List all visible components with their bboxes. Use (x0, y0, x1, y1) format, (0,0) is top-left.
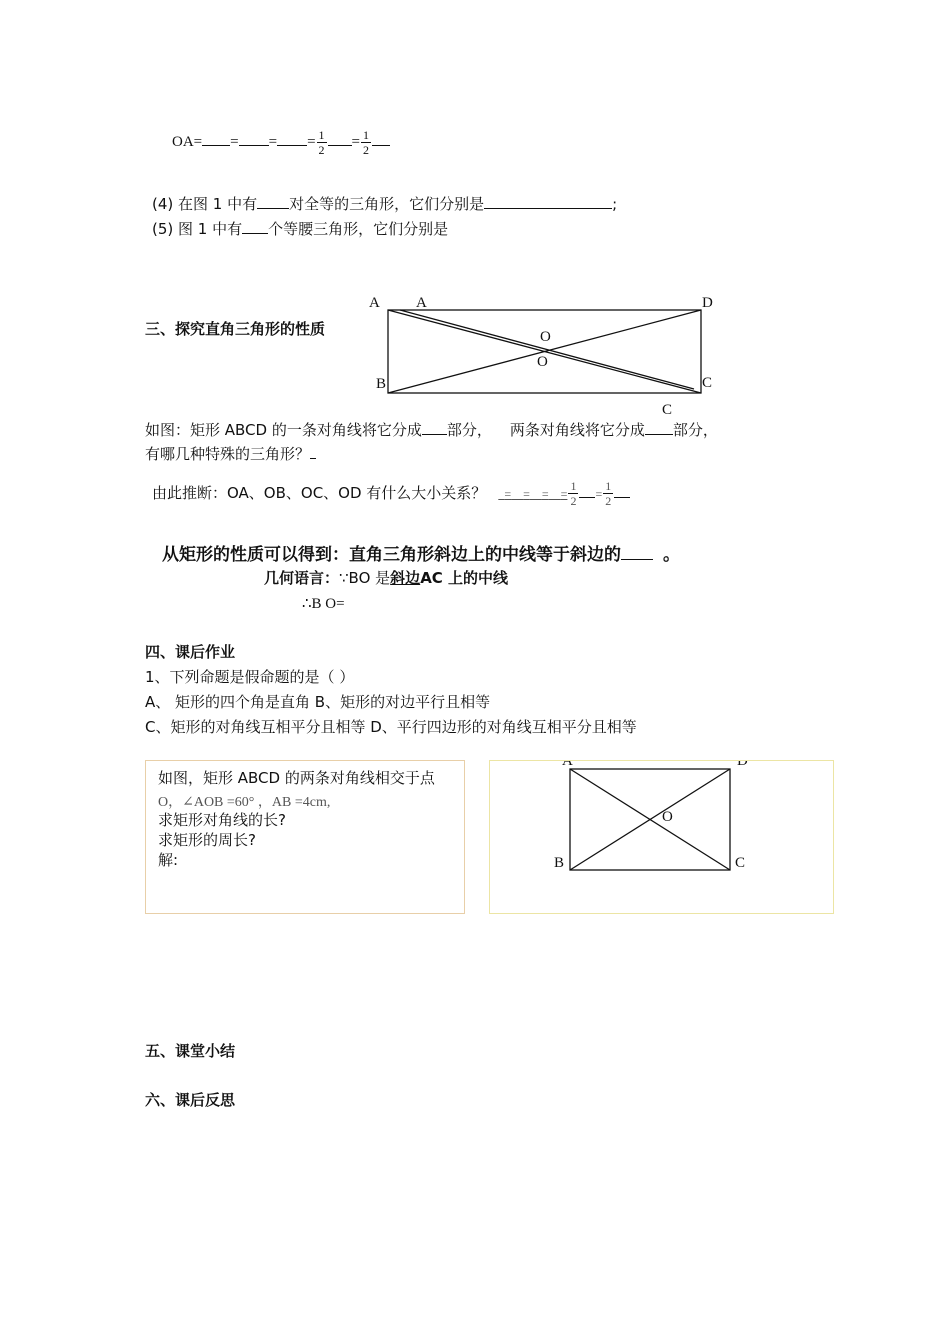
equals: = (230, 133, 239, 150)
fraction-numerator: 1 (570, 479, 577, 493)
problem-line: 求矩形对角线的长? (158, 811, 286, 829)
geometry-label: 几何语言： (264, 569, 340, 587)
paragraph-line-1 (145, 419, 718, 440)
diagonal-ac-offset (400, 310, 694, 389)
blank[interactable] (277, 130, 307, 146)
paragraph-line-2 (145, 443, 316, 464)
question-5-text: (5) 图 1 中有 (152, 220, 243, 238)
problem-line: 如图，矩形 ABCD 的两条对角线相交于点 (158, 769, 435, 787)
section-6-title: 六、课后反思 (145, 1091, 236, 1109)
paragraph-text: 部分， (446, 421, 492, 439)
equals: = (523, 487, 530, 501)
paragraph-text: 有哪几种特殊的三角形？ (145, 445, 311, 463)
blank[interactable] (328, 130, 352, 146)
question-5-text: 个等腰三角形，它们分别是 (268, 220, 449, 238)
equals: = (560, 487, 568, 501)
semicolon: ; (612, 195, 618, 213)
problem-box (145, 760, 465, 914)
question-5 (152, 218, 448, 239)
period: 。 (663, 545, 680, 565)
fraction-half (317, 128, 327, 157)
paragraph-text: 部分， (672, 421, 718, 439)
equals: = (595, 487, 603, 501)
fraction-numerator: 1 (318, 128, 325, 142)
label-c: C (702, 375, 713, 391)
blank[interactable] (242, 218, 268, 234)
label-d: D (737, 761, 748, 769)
fraction-denominator: 2 (570, 494, 577, 508)
question-1: 1、下列命题是假命题的是（ ） (145, 668, 355, 686)
fraction-numerator: 1 (605, 479, 612, 493)
problem-line: 求矩形的周长? (158, 831, 256, 849)
section-4-title: 四、课后作业 (145, 643, 236, 661)
conclusion (162, 540, 680, 565)
label-d: D (702, 295, 713, 311)
fraction-half (361, 128, 371, 157)
blank[interactable] (484, 193, 612, 209)
blank[interactable] (579, 482, 595, 498)
figure-1-rectangle (360, 288, 730, 420)
problem-line: O，∠AOB =60° ，AB =4cm, (158, 795, 331, 810)
blank[interactable] (257, 193, 289, 209)
label-b: B (554, 855, 565, 871)
geometry-therefore: ∴B O= (302, 596, 345, 612)
blank[interactable] (645, 419, 673, 435)
equals: = (504, 487, 512, 501)
inference-line (152, 479, 630, 508)
fraction-half (568, 479, 578, 508)
oa-equation (172, 128, 390, 157)
equals: = (307, 133, 316, 150)
hypotenuse-word: 斜边 (390, 569, 421, 587)
question-4-text: (4) 在图 1 中有 (152, 195, 258, 213)
oa-label: OA= (172, 133, 203, 150)
geometry-language (264, 567, 508, 588)
question-4-text: 对全等的三角形，它们分别是 (289, 195, 485, 213)
figure-2-rectangle (490, 761, 833, 913)
option-ab: A、 矩形的四个角是直角 B、矩形的对边平行且相等 (145, 693, 491, 711)
label-c: C (735, 855, 746, 871)
blank[interactable] (202, 130, 230, 146)
figure-2-box (489, 760, 834, 914)
equals: = (541, 487, 549, 501)
equals: = (268, 133, 278, 150)
geometry-because: ∵BO 是 (339, 569, 391, 587)
section-5-title: 五、课堂小结 (145, 1042, 236, 1060)
blank[interactable] (422, 419, 447, 435)
blank[interactable] (614, 482, 630, 498)
question-4 (152, 193, 617, 214)
problem-line: 解: (158, 851, 179, 869)
paragraph-text: 如图：矩形 ABCD 的一条对角线将它分成 (145, 421, 422, 439)
equality-chain (498, 487, 567, 501)
fraction-denominator: 2 (363, 143, 369, 157)
blank[interactable] (621, 541, 653, 560)
blank[interactable] (310, 443, 316, 459)
label-o: O (537, 354, 548, 370)
label-o: O (662, 809, 673, 825)
fraction-numerator: 1 (363, 128, 369, 142)
blank[interactable] (239, 130, 269, 146)
label-o: O (540, 329, 551, 345)
option-cd: C、矩形的对角线互相平分且相等 D、平行四边形的对角线互相平分且相等 (145, 718, 637, 736)
label-c: C (662, 402, 673, 418)
section-3-title: 三、探究直角三角形的性质 (145, 320, 326, 338)
inference-text: 由此推断：OA、OB、OC、OD 有什么大小关系？ (152, 484, 487, 502)
geometry-rest: AC 上的中线 (420, 569, 509, 587)
label-a: A (369, 295, 380, 311)
label-a: A (562, 761, 573, 769)
fraction-half (603, 479, 613, 508)
label-b: B (376, 376, 387, 392)
fraction-denominator: 2 (605, 494, 612, 508)
label-a: A (416, 295, 427, 311)
fraction-denominator: 2 (318, 143, 325, 157)
paragraph-text: 两条对角线将它分成 (509, 421, 645, 439)
equals: = (351, 133, 360, 150)
conclusion-text: 从矩形的性质可以得到：直角三角形斜边上的中线等于斜边的 (162, 545, 621, 565)
blank[interactable] (372, 130, 390, 146)
